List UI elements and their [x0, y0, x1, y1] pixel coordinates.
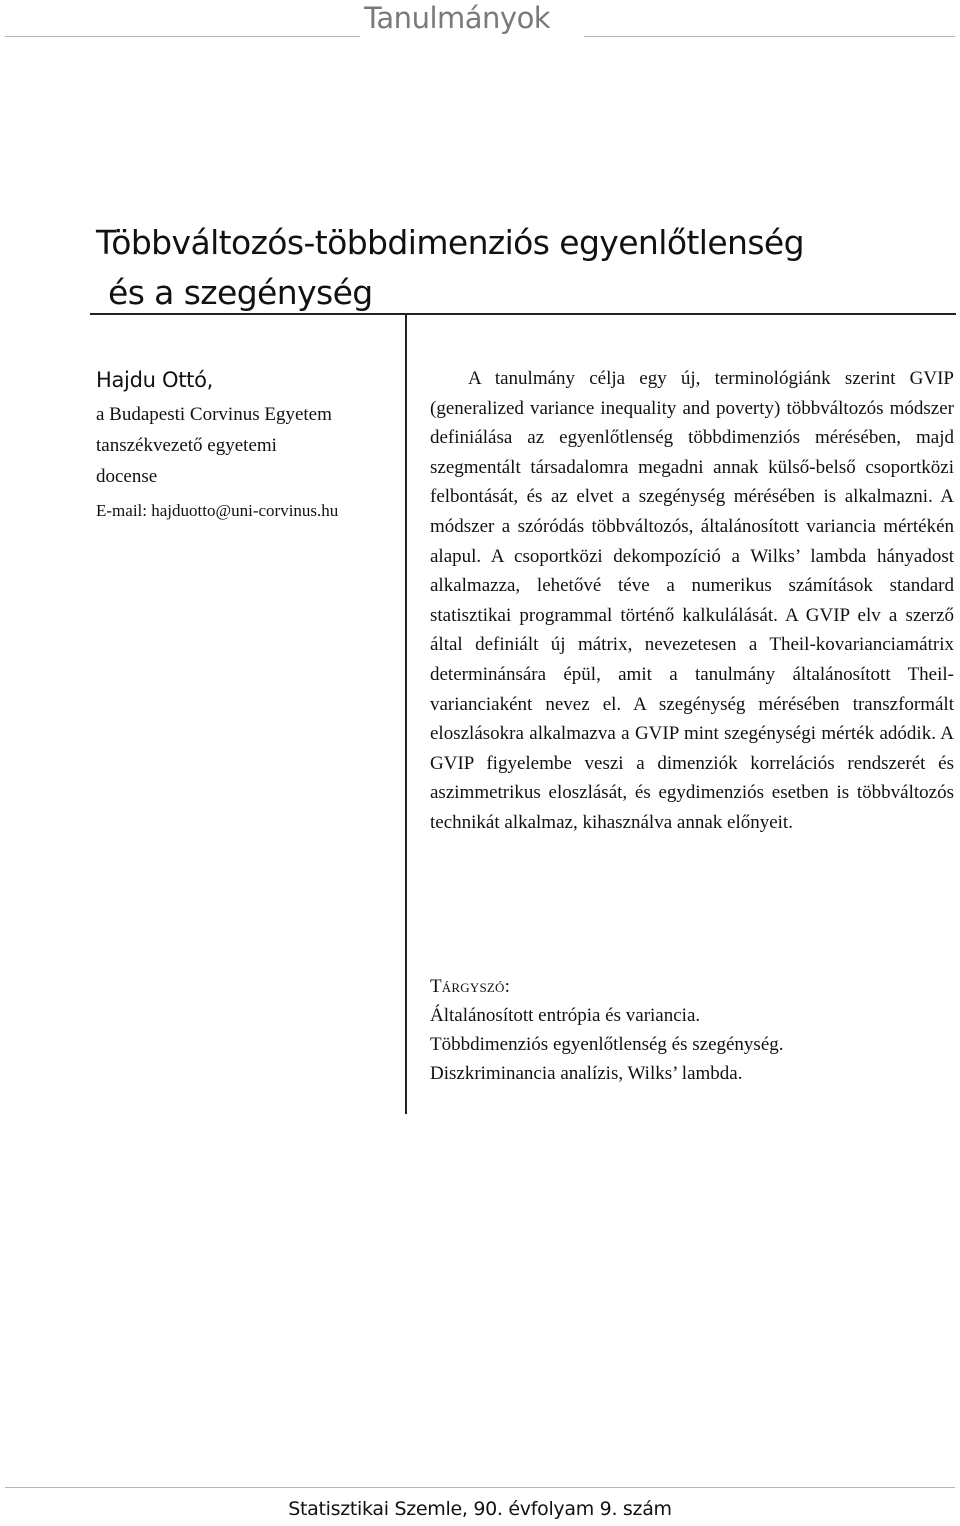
column-divider [405, 314, 407, 1114]
author-affiliation-line: a Budapesti Corvinus Egyetem [96, 404, 332, 425]
keyword-item: Diszkriminancia analízis, Wilks’ lambda. [430, 1063, 743, 1084]
keywords-block [430, 972, 954, 1088]
keywords-heading: Tárgyszó: [430, 976, 511, 997]
keyword-item: Többdimenziós egyenlőtlenség és szegénység. [430, 1034, 784, 1055]
author-affiliation-line: tanszékvezető egyetemi [96, 435, 277, 456]
author-name: Hajdu Ottó, [96, 368, 214, 392]
article-title [96, 218, 936, 318]
header-rule-right [584, 36, 955, 37]
author-email: E-mail: hajduotto@uni-corvinus.hu [96, 501, 339, 520]
keyword-item: Általánosított entrópia és variancia. [430, 1005, 701, 1026]
journal-footer: Statisztikai Szemle, 90. évfolyam 9. szám [288, 1498, 672, 1520]
article-title-line-2: és a szegénység [108, 273, 373, 312]
author-affiliation-line: docense [96, 466, 158, 487]
abstract: A tanulmány célja egy új, terminológiánk szerint GVIP (generalized variance inequality and poverty) többváltozós módszer definiálása az egyenlőtlenség többdimenziós mérésében, majd szegmentált társadalomra megadni annak külső-belső csoportközi felbontását, és az elvet a szegénység mérésében is alkalmazni. A módszer a szóródás többváltozós, általánosított variancia mértékén alapul. A csoportközi dekompozíció a Wilks’ lambda hányadost alkalmazza, lehetővé téve a numerikus számítások standard statisztikai programmal történő kalkulálását. A GVIP elv a szerző által definiált új mátrix, nevezetesen a Theil-kovarianciamátrix determinánsára épül, amit a tanulmány általánosított Theil-varianciaként nevez el. A szegénység mérésében transzformált eloszlásokra alkalmazva a GVIP mint szegénységi mérték adódik. A GVIP figyelembe veszi a dimenziók korrelációs rendszerét és aszimmetrikus eloszlását, és egydimenziós esetben is többváltozós technikát alkalmaz, kihasználva annak előnyeit. [430, 368, 954, 833]
header-rule-left [5, 36, 360, 37]
section-label: Tanulmányok [364, 1, 551, 35]
author-block [96, 365, 398, 525]
title-rule [90, 313, 956, 315]
article-title-line-1: Többváltozós-többdimenziós egyenlőtlenség [96, 223, 804, 262]
footer-rule [5, 1487, 955, 1488]
section-header [0, 0, 960, 40]
